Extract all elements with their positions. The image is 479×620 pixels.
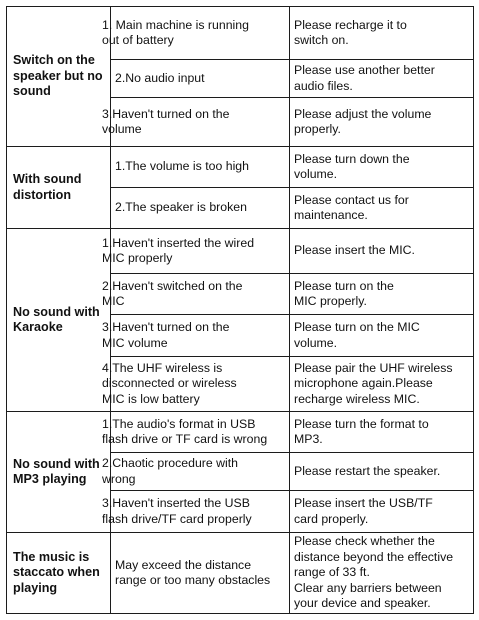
solution-cell [290,60,474,98]
text-line: staccato when [13,565,100,580]
text-line: MIC properly. [294,294,367,308]
text-line: Please insert the MIC. [294,243,415,258]
cause-cell [102,315,290,357]
text-line: 1. Main machine is running [102,17,249,32]
cause-cell [102,229,290,274]
cause-cell [102,491,290,533]
problem-cell [7,7,111,147]
text-line: Please recharge it to [294,17,407,32]
text-line: microphone again.Please [294,376,433,391]
text-line: No sound with [13,456,100,471]
text-line: flash drive or TF card is wrong [102,432,268,446]
solution-cell [290,229,474,274]
text-line: Please insert the USB/TF [294,496,433,510]
text-line: 2.Chaotic procedure with [102,456,239,470]
text-line: volume. [294,335,338,350]
text-line: 4.The UHF wireless is [102,360,223,375]
text-line: volume. [294,167,338,181]
text-line: 2.No audio input [115,70,205,85]
text-line: range or too many obstacles [115,573,271,587]
text-line: May exceed the distance [115,557,252,572]
text-line: MIC properly [102,251,173,265]
table-row [7,7,474,60]
table-row [7,147,474,188]
solution-cell [290,453,474,491]
text-line: Please use another better [294,63,435,77]
text-line: speaker but no [13,68,103,83]
text-line: Please pair the UHF wireless [294,360,453,375]
text-line: distortion [13,187,72,202]
troubleshooting-table [6,6,474,614]
problem-cell [7,533,111,614]
text-line: 1.The volume is too high [115,159,249,174]
solution-cell [290,412,474,453]
text-line: 3.Haven't inserted the USB [102,496,250,510]
text-line: audio files. [294,78,353,93]
cause-cell [111,533,290,614]
cause-cell [102,453,290,491]
text-line: properly. [294,122,341,136]
text-line: Please turn down the [294,151,410,166]
text-line: volume [102,122,142,136]
text-line: Please restart the speaker. [294,463,441,478]
cause-cell [102,274,290,315]
text-line: 1.Haven't inserted the wired [102,235,255,250]
cause-cell [102,412,290,453]
solution-cell [290,98,474,147]
solution-cell [290,188,474,229]
solution-cell [290,357,474,412]
text-line: Karaoke [13,320,63,334]
solution-cell [290,315,474,357]
text-line: card properly. [294,511,369,526]
text-line: playing [13,580,58,595]
cause-cell [111,60,290,98]
problem-cell [7,229,111,412]
text-line: flash drive/TF card properly [102,511,252,526]
solution-cell [290,533,474,614]
solution-cell [290,7,474,60]
cause-cell [102,98,290,147]
text-line: Please adjust the volume [294,106,432,121]
text-line: Please contact us for [294,192,409,207]
cause-cell [111,188,290,229]
problem-cell [7,147,111,229]
text-line: 3.Haven't turned on the [102,106,230,121]
cause-cell [102,357,290,412]
table-row [7,533,474,614]
text-line: your device and speaker. [294,596,431,611]
text-line: range of 33 ft. [294,565,370,580]
text-line: out of battery [102,33,174,47]
text-line: recharge wireless MIC. [294,391,420,406]
troubleshooting-document [6,6,473,614]
text-line: switch on. [294,33,349,47]
text-line: MIC is low battery [102,391,200,406]
table-row [7,229,474,274]
text-line: 2.The speaker is broken [115,200,247,215]
solution-cell [290,147,474,188]
solution-cell [290,491,474,533]
text-line: Switch on the [13,53,95,68]
text-line: maintenance. [294,208,368,222]
text-line: MP3. [294,432,323,446]
text-line: distance beyond the effective [294,549,454,564]
text-line: sound [13,84,51,99]
text-line: wrong [102,471,136,486]
text-line: Please turn on the [294,278,394,293]
cause-cell [102,7,290,60]
text-line: MIC [102,294,125,308]
solution-cell [290,274,474,315]
text-line: MP3 playing [13,472,87,486]
text-line: The music is [13,549,90,564]
text-line: Clear any barriers between [294,580,442,595]
text-line: Please turn the format to [294,416,429,431]
text-line: 1.The audio's format in USB [102,416,256,431]
text-line: With sound [13,172,82,186]
problem-cell [7,412,111,533]
text-line: disconnected or wireless [102,376,237,391]
text-line: No sound with [13,304,100,319]
text-line: 2.Haven't switched on the [102,278,243,293]
table-row [7,412,474,453]
text-line: 3.Haven't turned on the [102,320,230,334]
cause-cell [111,147,290,188]
text-line: Please turn on the MIC [294,320,420,334]
text-line: MIC volume [102,335,168,350]
text-line: Please check whether the [294,534,435,549]
